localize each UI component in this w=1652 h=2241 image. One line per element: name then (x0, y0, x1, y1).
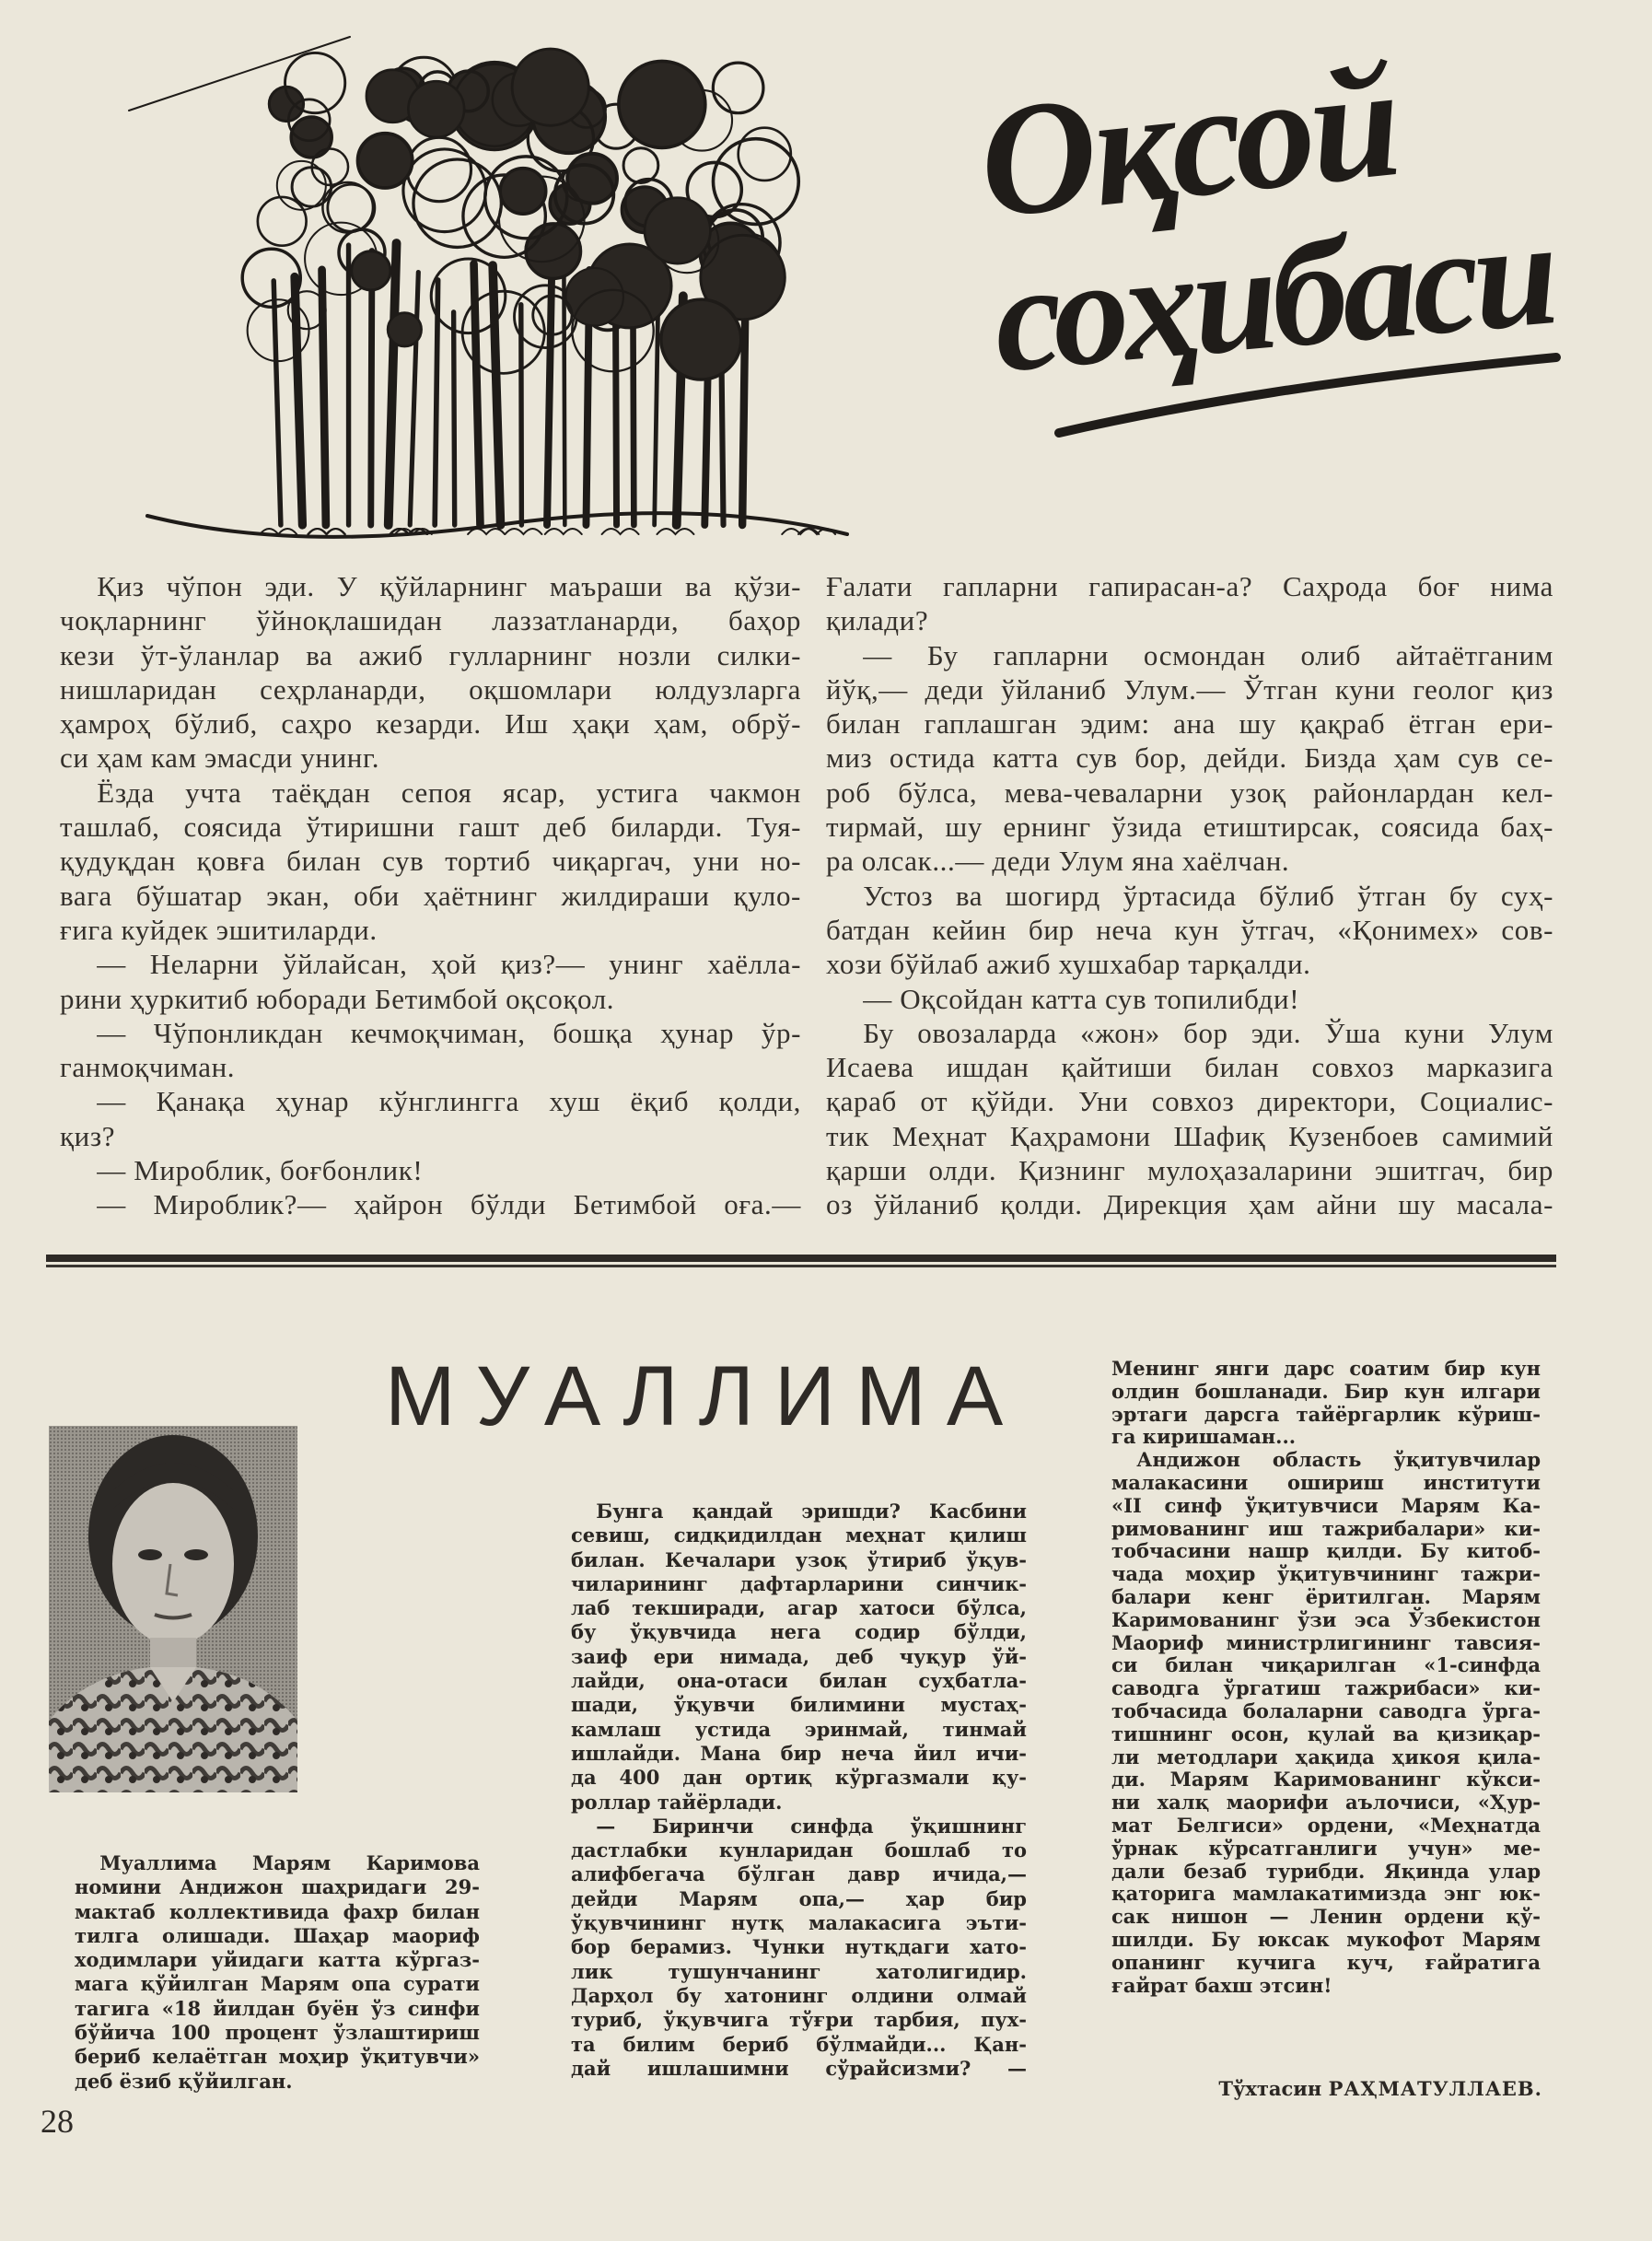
foliage-mark (619, 61, 705, 147)
text-line: мага қўйилган Марям опа сурати (75, 1972, 480, 1996)
foliage-mark (352, 251, 390, 290)
text-line: — Неларни ўйлайсан, ҳой қиз?— унинг хаёлла- (97, 948, 801, 981)
text-line: малакасини ошириш институти (1111, 1470, 1541, 1494)
grass-mark (505, 529, 541, 534)
text-line: тишнинг осон, қулай ва қизиқар- (1111, 1722, 1541, 1745)
text-line: шилди. Бу юксак мукофот Марям (1111, 1927, 1541, 1951)
text-line: лаб текширади, агар хатоси бўлса, (571, 1596, 1027, 1620)
text-line: «II синф ўқитувчиси Марям Ка- (1111, 1493, 1541, 1517)
text-line: Бунга қандай эришди? Касбини (596, 1500, 1027, 1523)
text-line: — Биринчи синфда ўқишнинг (596, 1814, 1027, 1838)
tree-trunk (410, 273, 418, 525)
text-line: тик Меҳнат Қаҳрамони Шафиқ Кузенбоев самимий (826, 1119, 1553, 1152)
text-line: тилга олишади. Шаҳар маориф (75, 1923, 480, 1947)
text-line: бу ўқувчида нега содир бўлди, (571, 1620, 1027, 1644)
text-line: камлаш устида эринмай, тинмай (571, 1717, 1027, 1741)
text-line: ра олсак...— деди Улум яна хаёлчан. (826, 845, 1290, 878)
text-line: алифбегача бўлган давр ичида,— (571, 1862, 1027, 1886)
text-line: шади, ўқувчи билимини мустаҳ- (571, 1693, 1027, 1717)
text-line: — Чўпонликдан кечмоқчиман, бошқа ҳунар ўр- (97, 1016, 801, 1049)
tree-trunk (493, 265, 500, 525)
text-line: ли методлари ҳақида ҳикоя қила- (1111, 1745, 1541, 1768)
text-line: ҳамроҳ бўлиб, саҳро кезарди. Иш ҳақи ҳам, обрў- (60, 707, 801, 741)
author-signature (1105, 2077, 1542, 2100)
photo-caption (75, 1851, 480, 2094)
text-line: дай ишлашимни сўрайсизми? — (571, 2056, 1027, 2080)
text-line: Ғалати гапларни гапирасан-а? Саҳрода боғ нима (826, 570, 1553, 602)
text-line: ходимлари уйидаги катта кўргаз- (75, 1948, 480, 1972)
text-line: туриб, ўқувчига тўғри тарбия, пух- (571, 2008, 1027, 2032)
grass-mark (657, 529, 693, 534)
text-line: оз ўйланиб қолди. Дирекция ҳам айни шу масала- (826, 1188, 1553, 1221)
text-line: роллар тайёрлади. (571, 1790, 783, 1814)
grass-mark (545, 529, 582, 534)
text-line: нишларидан сеҳрланарди, оқшомлари юлдузларга (60, 672, 801, 706)
text-line: лайди, она-отаси билан суҳбатла- (571, 1669, 1027, 1693)
text-line: билан. Кечалари узоқ ўтириб ўқув- (571, 1547, 1027, 1571)
text-line: ғайрат бахш этсин! (1111, 1973, 1332, 1997)
text-line: миз остида катта сув бор, дейди. Бизда ҳам сув се- (826, 741, 1553, 775)
text-line: Андижон область ўқитувчилар (1136, 1448, 1541, 1472)
text-line: та билим бериб бўлмайди... Қан- (571, 2032, 1027, 2056)
text-line: билан гаплашган эдим: ана шу қақраб ётган ери- (826, 707, 1553, 741)
foliage-mark (285, 53, 345, 112)
text-line: чиларининг дафтарларини синчик- (571, 1571, 1027, 1595)
trees-illustration (111, 0, 866, 562)
text-line: — Мироблик?— ҳайрон бўлди Бетимбой оға.— (97, 1188, 801, 1221)
text-line: севиш, сидқидилдан меҳнат қилиш (571, 1523, 1027, 1547)
text-line: сак нишон — Ленин ордени қў- (1111, 1905, 1541, 1929)
tree-trunk (371, 251, 372, 525)
text-line: қиз? (60, 1119, 116, 1152)
text-line: мактаб коллективида фахр билан (75, 1899, 480, 1923)
text-line: мат Белгиси» ордени, «Меҳнатда (1111, 1813, 1541, 1837)
tree-trunk (295, 277, 302, 525)
text-line: да 400 дан ортиқ кўргазмали қу- (571, 1766, 1027, 1790)
text-line: бор берамиз. Чунки нутқдаги хато- (571, 1935, 1027, 1959)
text-line: дали безаб турибди. Яқинда улар (1111, 1859, 1541, 1883)
text-line: деб ёзиб қўйилган. (75, 2069, 293, 2093)
foliage-mark (526, 224, 580, 278)
text-line: эртаги дарсга тайёргарлик кўриш- (1111, 1402, 1541, 1426)
text-line: рини ҳуркитиб юборади Бетимбой оқсоқол. (60, 982, 615, 1015)
grass-mark (468, 529, 505, 534)
section-divider-thin (46, 1265, 1556, 1267)
tree-trunk (633, 301, 634, 525)
text-line: ишлайди. Мана бир неча йил ичи- (571, 1741, 1027, 1765)
text-line: си билан чиқарилган «1-синфда (1111, 1653, 1541, 1677)
text-line: қудуқдан қовға билан сув тортиб чиқаргач, уни но- (60, 845, 801, 878)
grass-mark (602, 529, 639, 534)
foliage-mark (713, 139, 798, 225)
text-line: — Қанақа ҳунар кўнглингга хуш ёқиб қолди, (97, 1085, 801, 1118)
text-line: балари кенг ёритилган. Марям (1111, 1584, 1541, 1608)
text-line: Ёзда учта таёқдан сепоя ясар, устига чакмон (97, 776, 801, 809)
text-line: хози бўйлаб ажиб хушхабар тарқалди. (826, 948, 1311, 981)
tree-trunk (547, 269, 552, 525)
foliage-mark (512, 49, 588, 125)
foliage-mark (408, 81, 464, 137)
text-line: йўқ,— деди ўйланиб Улум.— Ўтган куни геолог қиз (826, 672, 1553, 706)
text-line: Менинг янги дарс соатим бир кун (1111, 1357, 1541, 1380)
tree-trunk (389, 243, 397, 525)
text-line: дастлабки кунларидан бошлаб то (571, 1838, 1027, 1862)
text-line: кези ўт-ўланлар ва ажиб гулларнинг нозли силки- (60, 638, 801, 671)
text-line: бўйича 100 процент ўзлаштириш (75, 2021, 480, 2045)
text-line: олдин бошланади. Бир кун илгари (1111, 1379, 1541, 1403)
story-right-column (826, 569, 1553, 1222)
foliage-mark (739, 128, 791, 181)
text-line: — Оқсойдан катта сув топилибди! (863, 982, 1300, 1015)
text-line: — Мироблик, боғбонлик! (97, 1154, 424, 1187)
grass-mark (308, 529, 344, 534)
text-line: лик тушунчанинг хатолигидир. (571, 1959, 1027, 1983)
text-line: Устоз ва шогирд ўртасида бўлиб ўтган бу суҳ- (863, 879, 1553, 912)
text-line: номини Андижон шаҳридаги 29- (75, 1875, 480, 1899)
text-line: дейди Марям опа,— ҳар бир (571, 1886, 1027, 1910)
foliage-mark (388, 313, 421, 346)
text-line: Бу овозаларда «жон» бор эди. Ўша куни Улум (863, 1016, 1553, 1049)
section-divider-thick (46, 1255, 1556, 1262)
text-line: ўрнак кўрсатганлиги учун» ме- (1111, 1836, 1541, 1860)
text-line: Исаева ишдан қайтиши билан совхоз марказига (826, 1051, 1553, 1084)
text-line: бериб келаётган моҳир ўқитувчи» (75, 2045, 480, 2069)
horizon-line (129, 37, 350, 111)
text-line: қарши олди. Қизнинг мулоҳазаларини эшитгач, бир (826, 1154, 1553, 1187)
text-line: заиф ери нимада, деб чуқур ўй- (571, 1644, 1027, 1668)
text-line: ташлаб, соясида ўтиришни гашт деб биларди. Туя- (60, 811, 801, 844)
text-line: тобчасида болаларни саводга ўрга- (1111, 1698, 1541, 1722)
text-line: тагига «18 йилдан буён ўз синфи (75, 1996, 480, 2020)
text-line: чада моҳир ўқитувчининг тажри- (1111, 1562, 1541, 1586)
text-line: опанинг кучига куч, ғайратига (1111, 1950, 1541, 1974)
tree-trunk (454, 312, 455, 525)
article-middle-column (571, 1500, 1027, 2081)
text-line: Қиз чўпон эди. У қўйларнинг маъраши ва қўзи- (97, 570, 801, 602)
text-line: — Бу гапларни осмондан олиб айтаётганим (863, 638, 1553, 671)
text-line: Маориф министрлигининг тавсия- (1111, 1630, 1541, 1654)
text-line: ни халқ маорифи аълочиси, «Ҳур- (1111, 1791, 1541, 1815)
text-line: ўқувчининг нутқ малакасига эъти- (571, 1911, 1027, 1935)
foliage-mark (623, 148, 658, 183)
text-line: батдан кейин бир неча кун ўтгач, «Қонимех» сов- (826, 913, 1553, 946)
text-line: роб бўлса, мева-чеваларни узоқ районлардан кел- (826, 776, 1553, 809)
story-left-column (60, 569, 801, 1222)
foliage-mark (713, 63, 763, 113)
foliage-mark (358, 134, 413, 188)
text-line: қилади? (826, 604, 929, 637)
text-line: тобчасини нашр қилди. Бу китоб- (1111, 1539, 1541, 1563)
title-underline-swoosh (1050, 350, 1565, 451)
story-title-line-2: соҳибаси (987, 187, 1560, 404)
article-right-column (1111, 1358, 1541, 1997)
author-first-name: Тўхтасин (1218, 2077, 1322, 2100)
text-line: римованинг иш тажрибалари» ки- (1111, 1516, 1541, 1540)
text-line: қараб от қўйди. Уни совхоз директори, Социалис- (826, 1085, 1553, 1118)
text-line: ганмоқчиман. (60, 1051, 236, 1084)
portrait-photo (49, 1426, 297, 1792)
foliage-mark (413, 159, 501, 247)
text-line: Каримованинг ўзи эса Ўзбекистон (1111, 1607, 1541, 1631)
story-title-line-1: Оқсой (971, 30, 1405, 252)
article-title: МУАЛЛИМА (385, 1349, 1024, 1443)
text-line: чоқларнинг ўйноқлашидан лаззатланарди, баҳор (60, 604, 801, 637)
page-number: 28 (41, 2103, 74, 2140)
tree-trunk (273, 281, 281, 525)
text-line: қаторига мамлакатимизда энг юк- (1111, 1882, 1541, 1906)
text-line: ди. Марям Каримованинг кўкси- (1111, 1768, 1541, 1792)
text-line: га киришаман... (1111, 1425, 1297, 1449)
text-line: вага бўшатар экан, оби ҳаётнинг жилдираши қуло- (60, 879, 801, 912)
foliage-mark (407, 137, 471, 201)
text-line: Дарҳол бу хатонинг олдини олмай (571, 1983, 1027, 2007)
text-line: Муаллима Марям Каримова (99, 1851, 480, 1874)
author-last-name: РАҲМАТУЛЛАЕВ. (1328, 2077, 1542, 2100)
foliage-mark (645, 198, 710, 263)
foliage-mark (500, 169, 545, 214)
foliage-mark (258, 197, 307, 246)
text-line: саводга ўргатиш тажрибаси» ки- (1111, 1676, 1541, 1700)
text-line: си ҳам кам эмасди унинг. (60, 741, 380, 775)
text-line: тирмай, шу ернинг ўзида етиштирсак, соясида баҳ- (826, 811, 1553, 844)
text-line: ғига куйдек эшитиларди. (60, 913, 378, 946)
foliage-mark (661, 299, 741, 379)
